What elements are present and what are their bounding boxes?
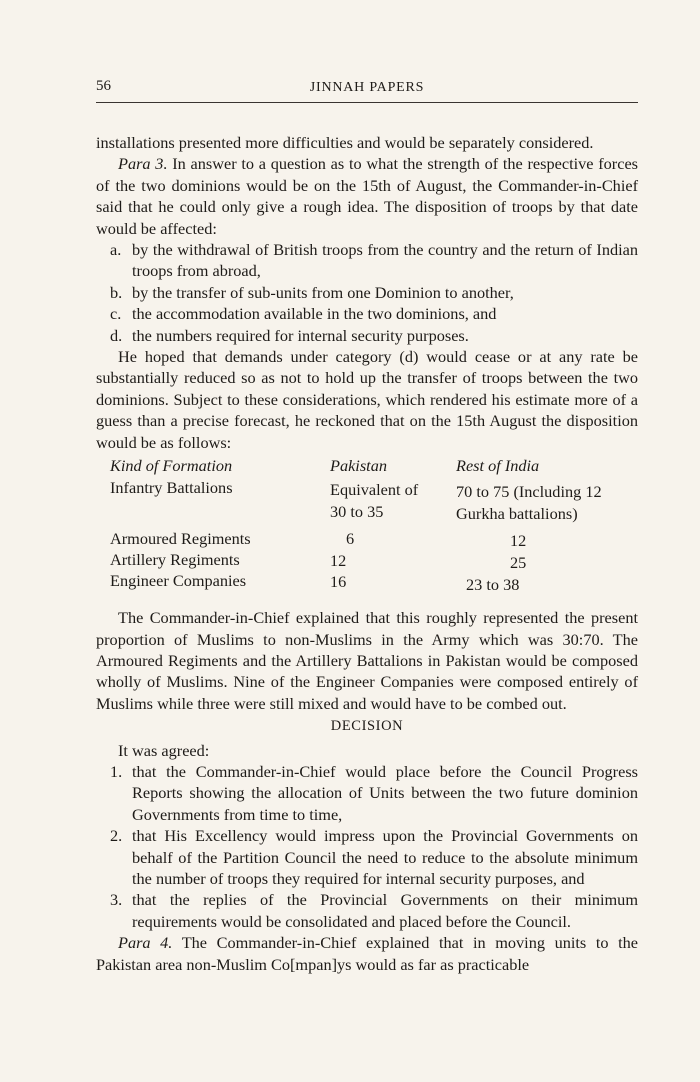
list-marker: 3. bbox=[110, 890, 123, 910]
para3-followup: He hoped that demands under category (d) would cease or at any rate be substantially reduced so as not to hold up the transfer of troops between the two dominions. Subject to these considerations, which rendered his estimate more of a guess than a precise forecast, he reckoned that on the 15th August the disposition would be as follows: bbox=[96, 347, 638, 452]
page-number: 56 bbox=[96, 78, 111, 94]
para3-text: In answer to a question as to what the strength of the respective forces of the two dominions would be on the 15th of August, the Commander-in-Chief said that he could only give a rough idea. The disposition of troops by that date would be affected: bbox=[96, 154, 639, 238]
table-cell: 16 bbox=[330, 572, 347, 592]
list-marker: b. bbox=[110, 282, 123, 302]
list-item bbox=[96, 825, 638, 889]
list-item bbox=[96, 761, 638, 825]
intro-paragraph: installations presented more difficulties and would be separately considered. bbox=[96, 133, 594, 152]
para4-text: The Commander-in-Chief explained that in moving units to the Pakistan area non-Muslim Co[mpan]ys would as far as practicable bbox=[96, 933, 639, 974]
table-cell: 30 to 35 bbox=[330, 502, 384, 522]
list-item bbox=[96, 239, 638, 282]
list-item-text: by the withdrawal of British troops from the country and the return of Indian troops from abroad, bbox=[132, 240, 638, 281]
list-item-text: that the replies of the Provincial Governments on their minimum requirements would be consolidated and placed before the Council. bbox=[132, 890, 638, 931]
table-cell: Equivalent of bbox=[330, 480, 419, 500]
list-item bbox=[96, 282, 638, 303]
table-header-formation: Kind of Formation bbox=[110, 456, 233, 476]
list-item-text: by the transfer of sub-units from one Dominion to another, bbox=[132, 282, 514, 302]
list-item bbox=[96, 325, 638, 346]
table-cell: 25 bbox=[510, 553, 527, 573]
list-marker: 1. bbox=[110, 761, 123, 781]
page-body bbox=[96, 132, 638, 975]
para3-label: Para 3. bbox=[118, 154, 168, 174]
table-cell: Artillery Regiments bbox=[110, 550, 240, 570]
table-header-rest-of-india: Rest of India bbox=[456, 456, 540, 476]
table-cell: Gurkha battalions) bbox=[456, 504, 578, 524]
list-item-text: that the Commander-in-Chief would place before the Council Progress Reports showing the allocation of Units between the two future dominion Governments from time to time, bbox=[132, 761, 638, 824]
table-cell: Infantry Battalions bbox=[110, 478, 233, 498]
table-cell: 6 bbox=[346, 529, 355, 549]
table-cell: 23 to 38 bbox=[466, 575, 520, 595]
para4-label: Para 4. bbox=[118, 933, 173, 953]
list-item-text: that His Excellency would impress upon the Provincial Governments on behalf of the Partition Council the need to reduce to the absolute minimum the number of troops they required for internal security purposes, and bbox=[132, 826, 638, 888]
table-cell: Engineer Companies bbox=[110, 571, 247, 591]
decision-heading: DECISION bbox=[330, 718, 404, 735]
list-marker: a. bbox=[110, 240, 122, 260]
list-item bbox=[96, 303, 638, 324]
table-header-pakistan: Pakistan bbox=[330, 456, 387, 476]
list-marker: d. bbox=[110, 325, 123, 345]
list-item-text: the accommodation available in the two dominions, and bbox=[132, 304, 497, 324]
table-cell: 12 bbox=[510, 531, 527, 551]
list-item-text: the numbers required for internal security purposes. bbox=[132, 325, 469, 345]
table-cell: 70 to 75 (Including 12 bbox=[456, 482, 602, 502]
para3-list bbox=[96, 239, 638, 346]
para3-paragraph bbox=[96, 153, 638, 239]
table-cell: Armoured Regiments bbox=[110, 529, 251, 549]
troop-disposition-table bbox=[96, 455, 638, 607]
explanation-paragraph: The Commander-in-Chief explained that this roughly represented the present proportion of Muslims to non-Muslims in the Army which was 30:70. The Armoured Regiments and the Artillery Battalions in Pakistan would be composed wholly of Muslims. Nine of the Engineer Companies were composed entirely of Muslims while three were still mixed and would have to be combed out. bbox=[96, 608, 638, 713]
list-marker: 2. bbox=[110, 826, 123, 846]
decision-list bbox=[96, 761, 638, 932]
running-title: JINNAH PAPERS bbox=[309, 80, 425, 95]
page-header bbox=[96, 76, 638, 103]
para4-paragraph bbox=[96, 932, 638, 975]
decision-intro: It was agreed: bbox=[118, 740, 210, 760]
list-item bbox=[96, 889, 638, 932]
list-marker: c. bbox=[110, 304, 122, 324]
table-cell: 12 bbox=[330, 551, 347, 571]
